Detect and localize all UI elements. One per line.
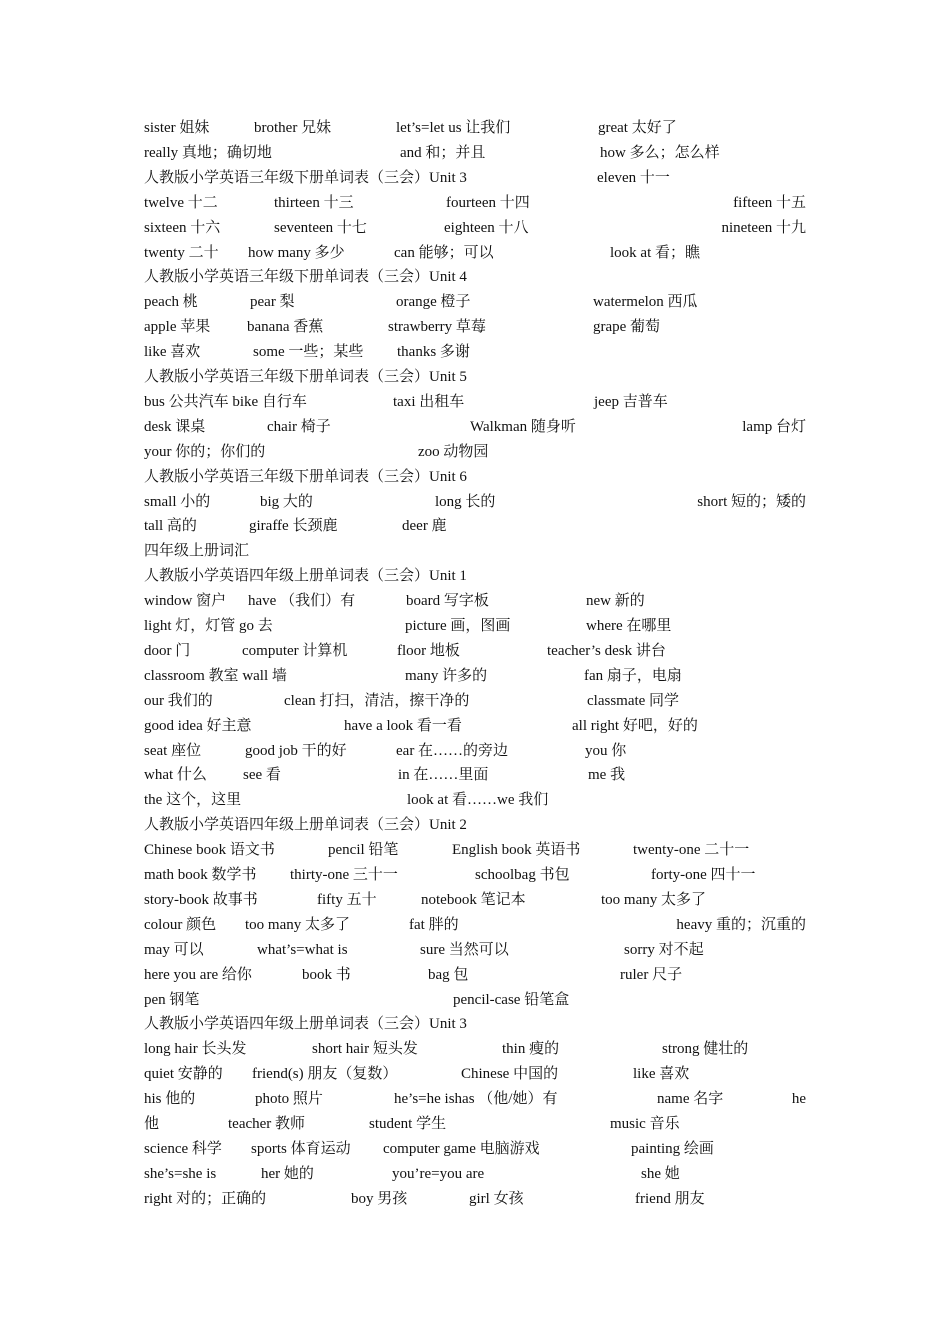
vocab-entry: let’s=let us 让我们 — [396, 120, 511, 136]
vocab-entry: sister 姐妹 — [144, 120, 210, 136]
text-line — [0, 340, 950, 364]
vocab-entry: science 科学 — [144, 1140, 222, 1157]
text-line — [0, 1037, 950, 1061]
text-line — [0, 988, 950, 1012]
vocab-entry: long 长的 — [435, 493, 496, 510]
vocab-entry: board 写字板 — [406, 593, 489, 610]
vocab-entry: small 小的 — [144, 493, 211, 510]
vocab-entry: orange 橙子 — [396, 294, 471, 311]
text-line — [0, 689, 950, 713]
vocab-entry: see 看 — [243, 767, 281, 784]
vocab-entry: great 太好了 — [598, 120, 677, 136]
text-line — [0, 589, 950, 613]
vocab-entry: grape 葡萄 — [593, 319, 661, 336]
text-line — [0, 813, 950, 837]
vocab-entry: watermelon 西瓜 — [593, 294, 698, 311]
text-line — [0, 514, 950, 538]
vocab-entry: she 她 — [641, 1165, 680, 1182]
vocab-entry: 四年级上册词汇 — [144, 543, 250, 560]
text-line — [0, 490, 950, 514]
vocab-entry: look at 看；瞧 — [610, 244, 700, 261]
vocab-entry: sports 体育运动 — [251, 1140, 351, 1157]
vocab-entry: how 多么；怎么样 — [600, 144, 720, 161]
vocab-entry: 他 — [144, 1116, 160, 1132]
vocab-entry: light 灯，灯管 go 去 — [144, 618, 273, 634]
vocab-entry: fan 扇子，电扇 — [584, 667, 682, 684]
vocab-entry: friend(s) 朋友（复数） — [252, 1066, 398, 1083]
text-line — [0, 390, 950, 414]
vocab-entry: thirteen 十三 — [274, 194, 354, 211]
text-line — [0, 265, 950, 289]
vocab-entry: sure 当然可以 — [420, 941, 509, 958]
text-line — [0, 564, 950, 588]
vocab-entry: chair 椅子 — [267, 418, 331, 435]
vocab-entry: her 她的 — [261, 1165, 314, 1182]
text-line — [0, 1137, 950, 1161]
vocab-entry: you 你 — [585, 742, 627, 759]
vocab-entry: thirty-one 三十一 — [290, 867, 398, 883]
vocab-entry: taxi 出租车 — [393, 393, 465, 410]
vocab-entry: fat 胖的 — [409, 916, 459, 933]
vocab-entry: sixteen 十六 — [144, 219, 221, 236]
text-line — [0, 141, 950, 165]
vocab-entry: computer 计算机 — [242, 642, 348, 659]
vocab-entry: bag 包 — [428, 966, 469, 983]
vocab-entry: thanks 多谢 — [397, 344, 470, 361]
text-line — [0, 739, 950, 763]
vocab-entry: friend 朋友 — [635, 1190, 705, 1207]
vocab-entry: ear 在……的旁边 — [396, 742, 509, 759]
vocab-entry: book 书 — [302, 966, 351, 983]
text-line — [0, 315, 950, 339]
vocab-entry: look at 看……we 我们 — [407, 792, 549, 809]
text-line — [0, 415, 950, 439]
vocab-entry: 人教版小学英语四年级上册单词表（三会）Unit 3 — [144, 1016, 467, 1033]
vocab-entry: jeep 吉普车 — [594, 393, 668, 410]
vocab-entry: short hair 短头发 — [312, 1041, 418, 1058]
vocab-entry: 人教版小学英语四年级上册单词表（三会）Unit 2 — [144, 817, 467, 834]
vocab-entry: fourteen 十四 — [446, 194, 530, 211]
text-line — [0, 938, 950, 962]
vocab-entry: forty-one 四十一 — [651, 867, 756, 883]
text-line — [0, 241, 950, 265]
vocab-entry: fifteen 十五 — [733, 194, 806, 211]
vocab-entry: peach 桃 — [144, 294, 198, 311]
vocab-entry: where 在哪里 — [586, 618, 672, 634]
vocab-entry: twelve 十二 — [144, 194, 218, 211]
vocab-entry: me 我 — [588, 767, 626, 784]
text-line — [0, 191, 950, 215]
vocab-entry: brother 兄妹 — [254, 120, 332, 136]
vocab-entry: photo 照片 — [255, 1091, 323, 1108]
vocab-entry: English book 英语书 — [452, 842, 581, 859]
vocab-entry: student 学生 — [369, 1116, 447, 1132]
vocab-entry: computer game 电脑游戏 — [383, 1140, 540, 1157]
vocab-entry: pen 钢笔 — [144, 991, 200, 1008]
vocab-entry: Chinese 中国的 — [461, 1066, 559, 1083]
vocab-entry: too many 太多了 — [245, 916, 350, 933]
text-line — [0, 539, 950, 563]
vocab-entry: she’s=she is — [144, 1165, 217, 1182]
text-line — [0, 838, 950, 862]
vocab-entry: schoolbag 书包 — [475, 867, 570, 883]
vocab-entry: quiet 安静的 — [144, 1066, 223, 1083]
text-line — [0, 1112, 950, 1136]
text-line — [0, 863, 950, 887]
vocab-entry: lamp 台灯 — [742, 418, 806, 435]
vocab-entry: long hair 长头发 — [144, 1041, 247, 1058]
vocab-entry: 人教版小学英语四年级上册单词表（三会）Unit 1 — [144, 568, 467, 585]
vocab-entry: may 可以 — [144, 941, 204, 958]
vocab-entry: too many 太多了 — [601, 891, 706, 908]
vocab-entry: floor 地板 — [397, 642, 460, 659]
text-line — [0, 216, 950, 240]
vocab-entry: really 真地；确切地 — [144, 144, 272, 161]
vocab-entry: teacher’s desk 讲台 — [547, 642, 666, 659]
vocab-entry: 人教版小学英语三年级下册单词表（三会）Unit 3 — [144, 169, 467, 186]
vocab-entry: your 你的；你们的 — [144, 443, 266, 460]
vocab-entry: all right 好吧，好的 — [572, 717, 698, 734]
text-line — [0, 963, 950, 987]
vocab-entry: classmate 同学 — [587, 692, 680, 709]
vocab-entry: he — [791, 1091, 806, 1108]
vocab-entry: good idea 好主意 — [144, 717, 252, 734]
vocab-entry: deer 鹿 — [402, 518, 447, 535]
vocab-entry: bus 公共汽车 bike 自行车 — [144, 393, 307, 410]
vocab-entry: teacher 教师 — [228, 1116, 306, 1132]
vocab-entry: window 窗户 — [144, 593, 227, 610]
vocab-entry: twenty 二十 — [144, 244, 219, 261]
vocab-entry: new 新的 — [586, 593, 645, 610]
vocab-entry: have （我们）有 — [248, 593, 356, 610]
vocab-entry: heavy 重的；沉重的 — [676, 916, 806, 933]
vocab-entry: nineteen 十九 — [721, 219, 806, 236]
vocab-entry: he’s=he ishas （他/她）有 — [394, 1091, 558, 1108]
vocab-entry: and 和；并且 — [400, 144, 486, 161]
text-line — [0, 614, 950, 638]
vocab-entry: seventeen 十七 — [274, 219, 367, 236]
vocab-entry: Walkman 随身听 — [470, 418, 576, 435]
text-line — [0, 913, 950, 937]
vocab-entry: eighteen 十八 — [444, 219, 529, 236]
vocab-entry: classroom 教室 wall 墙 — [144, 667, 287, 684]
vocab-entry: many 许多的 — [405, 667, 488, 684]
vocab-entry: like 喜欢 — [144, 344, 201, 361]
vocab-entry: pencil-case 铅笔盒 — [453, 991, 570, 1008]
vocab-entry: short 短的；矮的 — [697, 493, 806, 510]
vocab-entry: 人教版小学英语三年级下册单词表（三会）Unit 6 — [144, 468, 467, 485]
vocab-entry: 人教版小学英语三年级下册单词表（三会）Unit 4 — [144, 269, 467, 286]
text-line — [0, 166, 950, 190]
vocab-entry: 人教版小学英语三年级下册单词表（三会）Unit 5 — [144, 369, 467, 385]
vocab-entry: fifty 五十 — [317, 891, 377, 908]
vocab-entry: the 这个，这里 — [144, 792, 242, 809]
vocab-entry: sorry 对不起 — [624, 941, 704, 958]
vocab-entry: like 喜欢 — [633, 1066, 690, 1083]
vocab-entry: banana 香蕉 — [247, 319, 324, 336]
vocab-entry: math book 数学书 — [144, 867, 257, 883]
vocab-entry: his 他的 — [144, 1091, 196, 1108]
vocab-entry: name 名字 — [657, 1091, 724, 1108]
vocab-entry: desk 课桌 — [144, 418, 206, 435]
text-line — [0, 888, 950, 912]
vocab-entry: can 能够；可以 — [394, 244, 494, 261]
vocab-entry: eleven 十一 — [597, 169, 670, 186]
vocab-entry: here you are 给你 — [144, 966, 252, 983]
vocab-entry: story-book 故事书 — [144, 891, 258, 908]
vocab-entry: in 在……里面 — [398, 767, 489, 784]
vocab-entry: girl 女孩 — [469, 1190, 524, 1207]
vocab-entry: how many 多少 — [248, 244, 345, 261]
vocab-entry: strong 健壮的 — [662, 1041, 749, 1058]
vocab-entry: colour 颜色 — [144, 916, 217, 933]
vocab-entry: you’re=you are — [392, 1165, 485, 1182]
vocab-entry: clean 打扫，清洁，擦干净的 — [284, 692, 470, 709]
text-line — [0, 664, 950, 688]
text-line — [0, 465, 950, 489]
vocab-entry: notebook 笔记本 — [421, 891, 526, 908]
vocab-entry: seat 座位 — [144, 742, 202, 759]
vocab-entry: our 我们的 — [144, 692, 213, 709]
vocab-entry: apple 苹果 — [144, 319, 211, 336]
vocab-entry: big 大的 — [260, 493, 313, 510]
text-line — [0, 365, 950, 389]
vocab-entry: door 门 — [144, 642, 191, 659]
vocab-entry: giraffe 长颈鹿 — [249, 518, 338, 535]
text-line — [0, 1162, 950, 1186]
vocab-entry: twenty-one 二十一 — [633, 842, 750, 859]
text-line — [0, 290, 950, 314]
vocab-entry: picture 画，图画 — [405, 618, 511, 634]
vocab-entry: thin 瘦的 — [502, 1041, 560, 1058]
vocab-entry: Chinese book 语文书 — [144, 842, 275, 859]
text-line — [0, 440, 950, 464]
vocab-entry: pear 梨 — [250, 294, 295, 311]
vocab-entry: zoo 动物园 — [418, 443, 489, 460]
text-line — [0, 1087, 950, 1111]
vocab-entry: boy 男孩 — [351, 1190, 408, 1207]
vocab-entry: have a look 看一看 — [344, 717, 462, 734]
text-line — [0, 763, 950, 787]
vocab-entry: good job 干的好 — [245, 742, 347, 759]
vocab-entry: music 音乐 — [610, 1116, 680, 1132]
vocab-entry: strawberry 草莓 — [388, 319, 486, 336]
text-line — [0, 1062, 950, 1086]
vocab-entry: what 什么 — [144, 767, 207, 784]
vocab-entry: what’s=what is — [257, 941, 348, 958]
vocab-entry: painting 绘画 — [631, 1140, 714, 1157]
text-line — [0, 639, 950, 663]
text-line — [0, 116, 950, 140]
vocab-entry: pencil 铅笔 — [328, 842, 399, 859]
text-line — [0, 714, 950, 738]
text-line — [0, 788, 950, 812]
vocab-entry: tall 高的 — [144, 518, 197, 535]
vocab-entry: some 一些；某些 — [253, 344, 364, 361]
text-line — [0, 1012, 950, 1036]
vocab-entry: right 对的；正确的 — [144, 1190, 267, 1207]
text-line — [0, 1187, 950, 1211]
vocab-entry: ruler 尺子 — [620, 966, 683, 983]
